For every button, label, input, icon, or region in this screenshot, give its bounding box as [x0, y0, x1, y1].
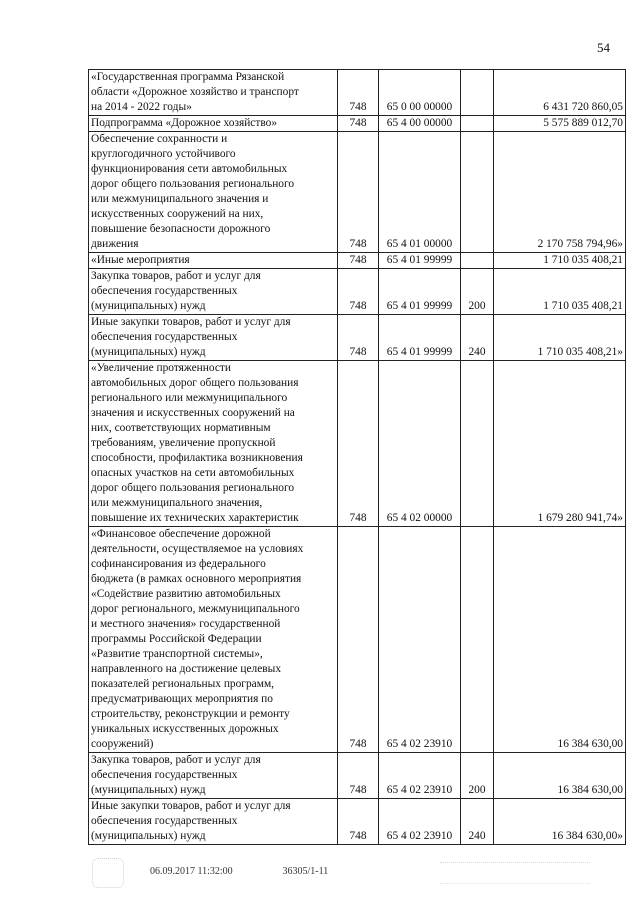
row-name-line: дорог регионального, межмуниципального — [91, 603, 300, 615]
row-name-line: области «Дорожное хозяйство и транспорт — [91, 86, 299, 98]
ved-cell: 748 — [338, 70, 379, 116]
csr-cell: 65 4 02 00000 — [379, 361, 461, 527]
row-name-cell — [89, 269, 338, 315]
row-name-line: обеспечения государственных — [91, 815, 238, 827]
row-name-cell — [89, 132, 338, 253]
vr-cell: 200 — [461, 269, 494, 315]
vr-cell — [461, 132, 494, 253]
budget-table — [88, 69, 626, 845]
ved-cell: 748 — [338, 527, 379, 753]
row-name-line: (муниципальных) нужд — [91, 300, 206, 312]
faint-signature-mark — [440, 862, 590, 884]
row-name-line: «Увеличение протяженности — [91, 362, 231, 374]
row-name-line: значения и искусственных сооружений на — [91, 407, 295, 419]
sum-cell: 5 575 889 012,70 — [494, 116, 626, 132]
row-name-line: них, соответствующих нормативным — [91, 422, 271, 434]
table-row — [89, 253, 626, 269]
csr-cell: 65 4 01 99999 — [379, 269, 461, 315]
row-name-line: движения — [91, 238, 139, 250]
row-name-line: направленного на достижение целевых — [91, 663, 282, 675]
row-name-line: показателей региональных программ, — [91, 678, 274, 690]
table-row — [89, 116, 626, 132]
row-name-line: предусматривающих мероприятия по — [91, 693, 273, 705]
ved-cell: 748 — [338, 116, 379, 132]
sum-cell: 16 384 630,00» — [494, 799, 626, 845]
sum-cell: 1 710 035 408,21 — [494, 269, 626, 315]
table-row — [89, 70, 626, 116]
row-name-line: дорог общего пользования регионального — [91, 482, 295, 494]
row-name-line: (муниципальных) нужд — [91, 784, 206, 796]
row-name-line: Иные закупки товаров, работ и услуг для — [91, 800, 291, 812]
footer-doc-number: 36305/1-11 — [282, 866, 329, 877]
row-name-line: (муниципальных) нужд — [91, 830, 206, 842]
row-name-line: повышение безопасности дорожного — [91, 223, 271, 235]
row-name-line: «Иные мероприятия — [91, 254, 190, 266]
csr-cell: 65 4 00 00000 — [379, 116, 461, 132]
ved-cell: 748 — [338, 753, 379, 799]
table-row — [89, 269, 626, 315]
row-name-line: бюджета (в рамках основного мероприятия — [91, 573, 302, 585]
row-name-line: софинансирования из федерального — [91, 558, 266, 570]
row-name-cell — [89, 116, 338, 132]
row-name-line: регионального или межмуниципального — [91, 392, 288, 404]
row-name-line: автомобильных дорог общего пользования — [91, 377, 299, 389]
csr-cell: 65 0 00 00000 — [379, 70, 461, 116]
vr-cell — [461, 116, 494, 132]
row-name-line: искусственных сооружений на них, — [91, 208, 264, 220]
ved-cell: 748 — [338, 799, 379, 845]
row-name-line: дорог общего пользования регионального — [91, 178, 295, 190]
row-name-line: (муниципальных) нужд — [91, 346, 206, 358]
ved-cell: 748 — [338, 253, 379, 269]
vr-cell — [461, 253, 494, 269]
vr-cell: 240 — [461, 799, 494, 845]
row-name-cell — [89, 753, 338, 799]
row-name-line: «Развитие транспортной системы», — [91, 648, 263, 660]
ved-cell: 748 — [338, 361, 379, 527]
row-name-line: круглогодичного устойчивого — [91, 148, 236, 160]
csr-cell: 65 4 02 23910 — [379, 527, 461, 753]
csr-cell: 65 4 02 23910 — [379, 799, 461, 845]
row-name-cell — [89, 315, 338, 361]
vr-cell: 240 — [461, 315, 494, 361]
table-row — [89, 361, 626, 527]
vr-cell — [461, 361, 494, 527]
csr-cell: 65 4 01 00000 — [379, 132, 461, 253]
row-name-line: «Финансовое обеспечение дорожной — [91, 528, 271, 540]
footer-timestamp: 06.09.2017 11:32:00 — [150, 866, 233, 877]
row-name-line: повышение их технических характеристик — [91, 512, 299, 524]
csr-cell: 65 4 01 99999 — [379, 315, 461, 361]
vr-cell — [461, 527, 494, 753]
row-name-line: на 2014 - 2022 годы» — [91, 101, 192, 113]
sum-cell: 1 710 035 408,21 — [494, 253, 626, 269]
table-row — [89, 315, 626, 361]
row-name-line: строительству, реконструкции и ремонту — [91, 708, 290, 720]
budget-table-body — [89, 70, 626, 845]
sum-cell: 1 710 035 408,21» — [494, 315, 626, 361]
ved-cell: 748 — [338, 315, 379, 361]
vr-cell — [461, 70, 494, 116]
row-name-line: требованиям, увеличение пропускной — [91, 437, 276, 449]
row-name-line: и местного значения» государственной — [91, 618, 281, 630]
sum-cell: 1 679 280 941,74» — [494, 361, 626, 527]
row-name-line: Обеспечение сохранности и — [91, 133, 228, 145]
row-name-cell — [89, 361, 338, 527]
row-name-line: Иные закупки товаров, работ и услуг для — [91, 316, 291, 328]
row-name-line: Закупка товаров, работ и услуг для — [91, 754, 261, 766]
ved-cell: 748 — [338, 132, 379, 253]
row-name-line: сооружений) — [91, 738, 154, 750]
row-name-line: программы Российской Федерации — [91, 633, 262, 645]
sum-cell: 16 384 630,00 — [494, 753, 626, 799]
table-row — [89, 527, 626, 753]
row-name-cell — [89, 70, 338, 116]
scan-stamp-mark — [92, 858, 124, 888]
csr-cell: 65 4 02 23910 — [379, 753, 461, 799]
sum-cell: 6 431 720 860,05 — [494, 70, 626, 116]
row-name-line: или межмуниципального значения, — [91, 497, 263, 509]
row-name-line: деятельности, осуществляемое на условиях — [91, 543, 304, 555]
row-name-cell — [89, 527, 338, 753]
row-name-line: обеспечения государственных — [91, 769, 238, 781]
page-number: 54 — [597, 40, 610, 55]
csr-cell: 65 4 01 99999 — [379, 253, 461, 269]
row-name-cell — [89, 253, 338, 269]
sum-cell: 16 384 630,00 — [494, 527, 626, 753]
row-name-line: или межмуниципального значения и — [91, 193, 269, 205]
row-name-line: уникальных искусственных дорожных — [91, 723, 279, 735]
table-row — [89, 753, 626, 799]
row-name-line: функционирования сети автомобильных — [91, 163, 288, 175]
row-name-line: способности, профилактика возникновения — [91, 452, 303, 464]
row-name-line: обеспечения государственных — [91, 331, 238, 343]
row-name-line: Подпрограмма «Дорожное хозяйство» — [91, 117, 278, 129]
row-name-line: опасных участков на сети автомобильных — [91, 467, 295, 479]
row-name-line: Закупка товаров, работ и услуг для — [91, 270, 261, 282]
table-row — [89, 799, 626, 845]
sum-cell: 2 170 758 794,96» — [494, 132, 626, 253]
table-row — [89, 132, 626, 253]
vr-cell: 200 — [461, 753, 494, 799]
page-footer — [150, 866, 328, 877]
row-name-cell — [89, 799, 338, 845]
ved-cell: 748 — [338, 269, 379, 315]
row-name-line: «Государственная программа Рязанской — [91, 71, 285, 83]
row-name-line: обеспечения государственных — [91, 285, 238, 297]
row-name-line: «Содействие развитию автомобильных — [91, 588, 281, 600]
